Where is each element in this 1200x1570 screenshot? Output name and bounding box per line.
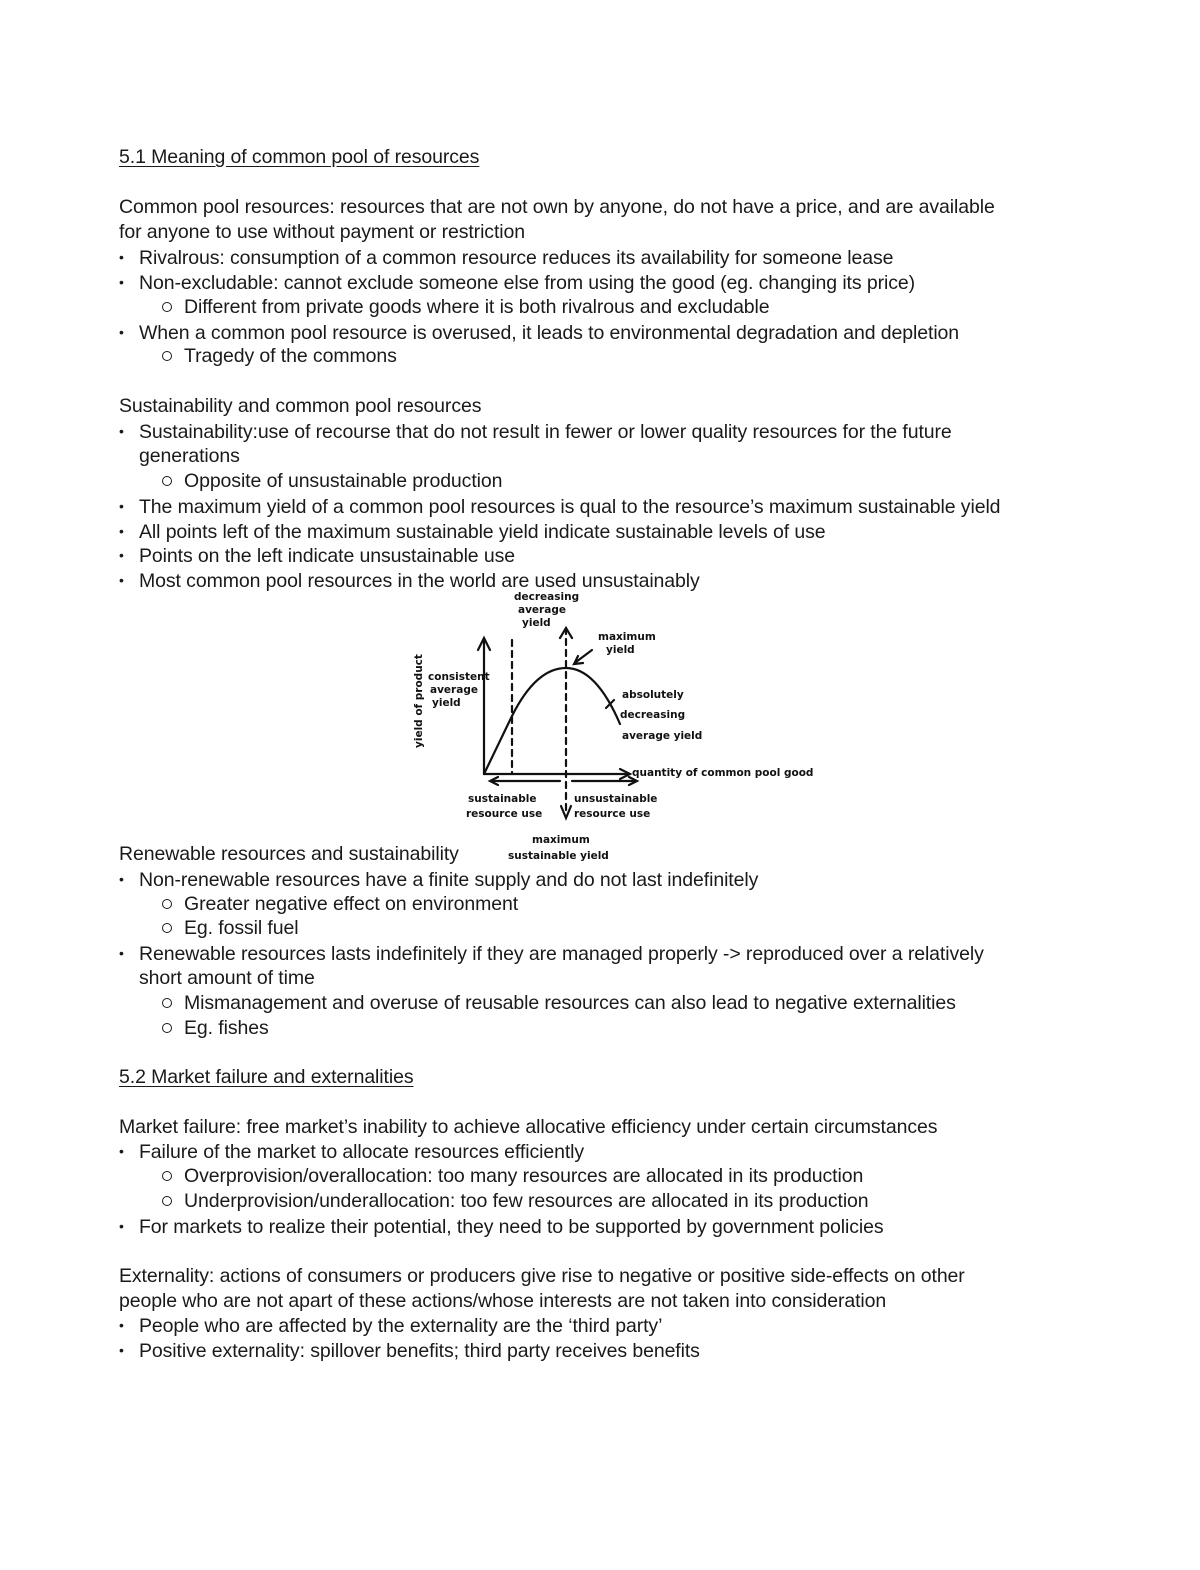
sub-bullet-item xyxy=(162,892,518,917)
sub-bullet-text: Eg. fossil fuel xyxy=(184,917,299,939)
bullet-item xyxy=(119,320,959,346)
bullet-text: People who are affected by the externality are the ‘third party’ xyxy=(139,1315,663,1337)
bullet-item xyxy=(119,419,952,445)
bullet-marker: • xyxy=(119,1143,124,1159)
bullet-marker: • xyxy=(119,249,124,265)
bullet-text: Sustainability:use of recourse that do not result in fewer or lower quality resources for the future xyxy=(139,421,952,443)
bullet-marker: • xyxy=(119,871,124,887)
sub-bullet-text: Greater negative effect on environment xyxy=(184,893,519,915)
circle-bullet-icon xyxy=(162,1016,184,1041)
bullet-text: Most common pool resources in the world are used unsustainably xyxy=(139,570,700,592)
sub-bullet-text: Opposite of unsustainable production xyxy=(184,470,503,492)
market-failure-definition: Market failure: free market’s inability to achieve allocative efficiency under certain circumstances xyxy=(119,1116,938,1138)
bullet-marker: • xyxy=(119,324,124,340)
bullet-marker: • xyxy=(119,572,124,588)
bullet-item xyxy=(119,1338,700,1364)
absolutely-decreasing-label: average yield xyxy=(622,730,703,742)
x-axis-label: quantity of common pool good xyxy=(632,767,814,779)
sustainable-yield-diagram xyxy=(400,588,840,873)
bullet-continuation: generations xyxy=(139,445,240,467)
sub-bullet-item xyxy=(162,344,397,369)
bullet-item xyxy=(119,1214,884,1240)
externality-definition: Externality: actions of consumers or producers give rise to negative or positive side-effects on other xyxy=(119,1265,965,1287)
bullet-continuation: short amount of time xyxy=(139,967,315,989)
bullet-text: Failure of the market to allocate resources efficiently xyxy=(139,1141,585,1163)
sub-bullet-text: Mismanagement and overuse of reusable resources can also lead to negative externalities xyxy=(184,992,956,1014)
bullet-marker: • xyxy=(119,547,124,563)
yield-curve xyxy=(484,668,620,774)
msy-label: sustainable yield xyxy=(508,850,609,862)
constant-yield-label: average xyxy=(430,684,478,696)
circle-bullet-icon xyxy=(162,1189,184,1214)
bullet-item xyxy=(119,543,515,569)
decreasing-label: decreasing xyxy=(514,591,580,603)
definition-line: Common pool resources: resources that are not own by anyone, do not have a price, and are available xyxy=(119,196,995,218)
constant-yield-label: consistent xyxy=(428,671,490,683)
sustainable-label: sustainable xyxy=(468,793,537,805)
bullet-item xyxy=(119,1313,662,1339)
circle-bullet-icon xyxy=(162,916,184,941)
decreasing-label: average xyxy=(518,604,566,616)
unsustainable-label: resource use xyxy=(574,808,651,820)
definition-line: for anyone to use without payment or restriction xyxy=(119,221,525,243)
bullet-marker: • xyxy=(119,498,124,514)
sub-bullet-text: Eg. fishes xyxy=(184,1017,269,1039)
bullet-text: All points left of the maximum sustainable yield indicate sustainable levels of use xyxy=(139,521,826,543)
bullet-text: For markets to realize their potential, they need to be supported by government policies xyxy=(139,1216,884,1238)
bullet-text: Positive externality: spillover benefits; third party receives benefits xyxy=(139,1340,700,1362)
bullet-text: When a common pool resource is overused, it leads to environmental degradation and depletion xyxy=(139,322,960,344)
sub-bullet-item xyxy=(162,1016,269,1041)
circle-bullet-icon xyxy=(162,469,184,494)
bullet-item xyxy=(119,494,1000,520)
diagram-lines xyxy=(478,628,637,818)
absolutely-decreasing-label: absolutely xyxy=(622,689,684,701)
y-axis-label: yield of product xyxy=(413,654,425,748)
absolutely-decreasing-label: decreasing xyxy=(620,709,686,721)
section-heading-5-1: 5.1 Meaning of common pool of resources xyxy=(119,146,480,168)
msy-label: maximum xyxy=(532,834,590,846)
bullet-marker: • xyxy=(119,945,124,961)
bullet-marker: • xyxy=(119,423,124,439)
sub-bullet-text: Different from private goods where it is both rivalrous and excludable xyxy=(184,296,770,318)
sustainable-label: resource use xyxy=(466,808,543,820)
bullet-item xyxy=(119,941,984,967)
bullet-item xyxy=(119,1139,584,1165)
bullet-marker: • xyxy=(119,1218,124,1234)
sub-bullet-item xyxy=(162,295,770,320)
bullet-marker: • xyxy=(119,274,124,290)
constant-yield-label: yield xyxy=(432,697,461,709)
bullet-item xyxy=(119,270,915,296)
externality-definition: people who are not apart of these actions/whose interests are not taken into consideration xyxy=(119,1290,887,1312)
bullet-text: The maximum yield of a common pool resources is qual to the resource’s maximum sustainable yield xyxy=(139,496,1001,518)
decreasing-label: yield xyxy=(522,617,551,629)
bullet-item xyxy=(119,519,825,545)
sub-bullet-text: Underprovision/underallocation: too few resources are allocated in its production xyxy=(184,1190,869,1212)
sub-bullet-item xyxy=(162,1164,863,1189)
maximum-yield-label: yield xyxy=(606,644,635,656)
bullet-marker: • xyxy=(119,1317,124,1333)
circle-bullet-icon xyxy=(162,991,184,1016)
renewable-heading: Renewable resources and sustainability xyxy=(119,843,459,865)
unsustainable-label: unsustainable xyxy=(574,793,658,805)
bullet-text: Points on the left indicate unsustainable use xyxy=(139,545,516,567)
circle-bullet-icon xyxy=(162,344,184,369)
bullet-text: Rivalrous: consumption of a common resource reduces its availability for someone lease xyxy=(139,247,894,269)
bullet-item xyxy=(119,245,893,271)
sub-bullet-item xyxy=(162,469,502,494)
sub-bullet-item xyxy=(162,916,298,941)
section-heading-5-2: 5.2 Market failure and externalities xyxy=(119,1066,414,1088)
bullet-text: Non-excludable: cannot exclude someone else from using the good (eg. changing its price) xyxy=(139,272,915,294)
bullet-item xyxy=(119,867,758,893)
bullet-marker: • xyxy=(119,1342,124,1358)
sub-bullet-item xyxy=(162,991,956,1016)
maximum-yield-label: maximum xyxy=(598,631,656,643)
bullet-marker: • xyxy=(119,523,124,539)
bullet-text: Renewable resources lasts indefinitely if they are managed properly -> reproduced over a relatively xyxy=(139,943,984,965)
circle-bullet-icon xyxy=(162,1164,184,1189)
circle-bullet-icon xyxy=(162,295,184,320)
bullet-text: Non-renewable resources have a finite supply and do not last indefinitely xyxy=(139,869,759,891)
sub-bullet-text: Overprovision/overallocation: too many resources are allocated in its production xyxy=(184,1165,864,1187)
sub-bullet-item xyxy=(162,1189,869,1214)
sustainability-heading: Sustainability and common pool resources xyxy=(119,395,482,417)
circle-bullet-icon xyxy=(162,892,184,917)
sub-bullet-text: Tragedy of the commons xyxy=(184,345,397,367)
